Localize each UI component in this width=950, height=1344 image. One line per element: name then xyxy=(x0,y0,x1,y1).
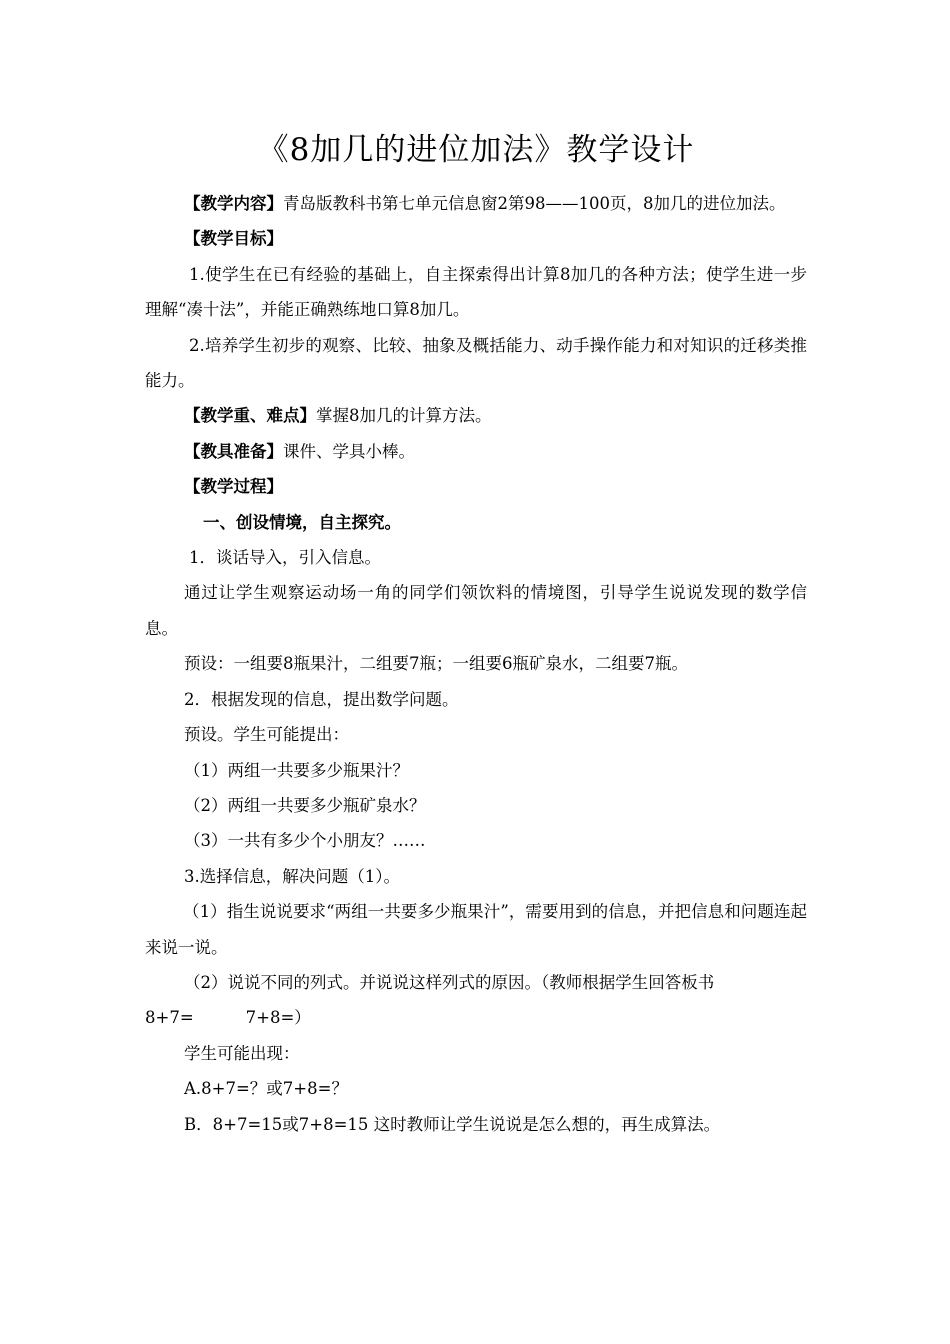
formula-line xyxy=(145,1000,807,1035)
document-title: 《8加几的进位加法》教学设计 xyxy=(257,132,695,168)
teaching-content-text: 青岛版教科书第七单元信息窗2第98——100页，8加几的进位加法。 xyxy=(283,194,786,213)
question-1: （1）两组一共要多少瓶果汁？ xyxy=(184,760,409,780)
step-3-2: （2）说说不同的列式。并说说这样列式的原因。（教师根据学生回答板书 xyxy=(184,972,715,992)
teaching-content xyxy=(145,186,807,221)
question-3: （3）一共有多少个小朋友？…… xyxy=(184,831,426,851)
formula-b: 7+8=） xyxy=(245,1008,311,1028)
teaching-content-label: 【教学内容】 xyxy=(184,194,283,213)
teaching-focus xyxy=(145,398,807,433)
question-2: （2）两组一共要多少瓶矿泉水？ xyxy=(184,795,426,815)
step-3: 3.选择信息，解决问题（1）。 xyxy=(184,866,400,886)
teaching-goals-label: 【教学目标】 xyxy=(184,229,283,249)
preset-1: 预设：一组要8瓶果汁，二组要7瓶；一组要6瓶矿泉水，二组要7瓶。 xyxy=(184,654,688,674)
teaching-focus-text: 掌握8加几的计算方法。 xyxy=(316,406,492,426)
step-2: 2．根据发现的信息，提出数学问题。 xyxy=(184,689,459,709)
teaching-prep-text: 课件、学具小棒。 xyxy=(283,441,415,461)
formula-a: 8+7= xyxy=(145,1008,194,1028)
option-b: B．8+7=15或7+8=15 这时教师让学生说说是怎么想的，再生成算法。 xyxy=(184,1114,721,1134)
teaching-focus-label: 【教学重、难点】 xyxy=(184,406,316,426)
goal-item-1: 1.使学生在已有经验的基础上，自主探索得出计算8加几的各种方法；使学生进一步理解“凑十法”，并能正确熟练地口算8加几。 xyxy=(145,264,807,320)
teaching-prep-label: 【教具准备】 xyxy=(184,441,283,461)
step-1: 1．谈话导入，引入信息。 xyxy=(189,548,381,568)
step-1-description: 通过让学生观察运动场一角的同学们领饮料的情境图，引导学生说说发现的数学信息。 xyxy=(145,583,807,638)
teaching-process-label: 【教学过程】 xyxy=(184,477,283,497)
document-page xyxy=(145,128,807,1142)
preset-2: 预设。学生可能提出： xyxy=(184,725,349,745)
option-a: A.8+7=？或7+8=？ xyxy=(184,1079,348,1099)
teaching-prep xyxy=(145,434,807,469)
step-3-1: （1）指生说说要求“两组一共要多少瓶果汁”，需要用到的信息，并把信息和问题连起来说一说。 xyxy=(145,902,807,957)
goal-item-2: 2.培养学生初步的观察、比较、抽象及概括能力、动手操作能力和对知识的迁移类推能力。 xyxy=(145,335,807,391)
possible-answers-label: 学生可能出现： xyxy=(184,1043,300,1063)
section-1-heading: 一、创设情境，自主探究。 xyxy=(203,512,401,532)
